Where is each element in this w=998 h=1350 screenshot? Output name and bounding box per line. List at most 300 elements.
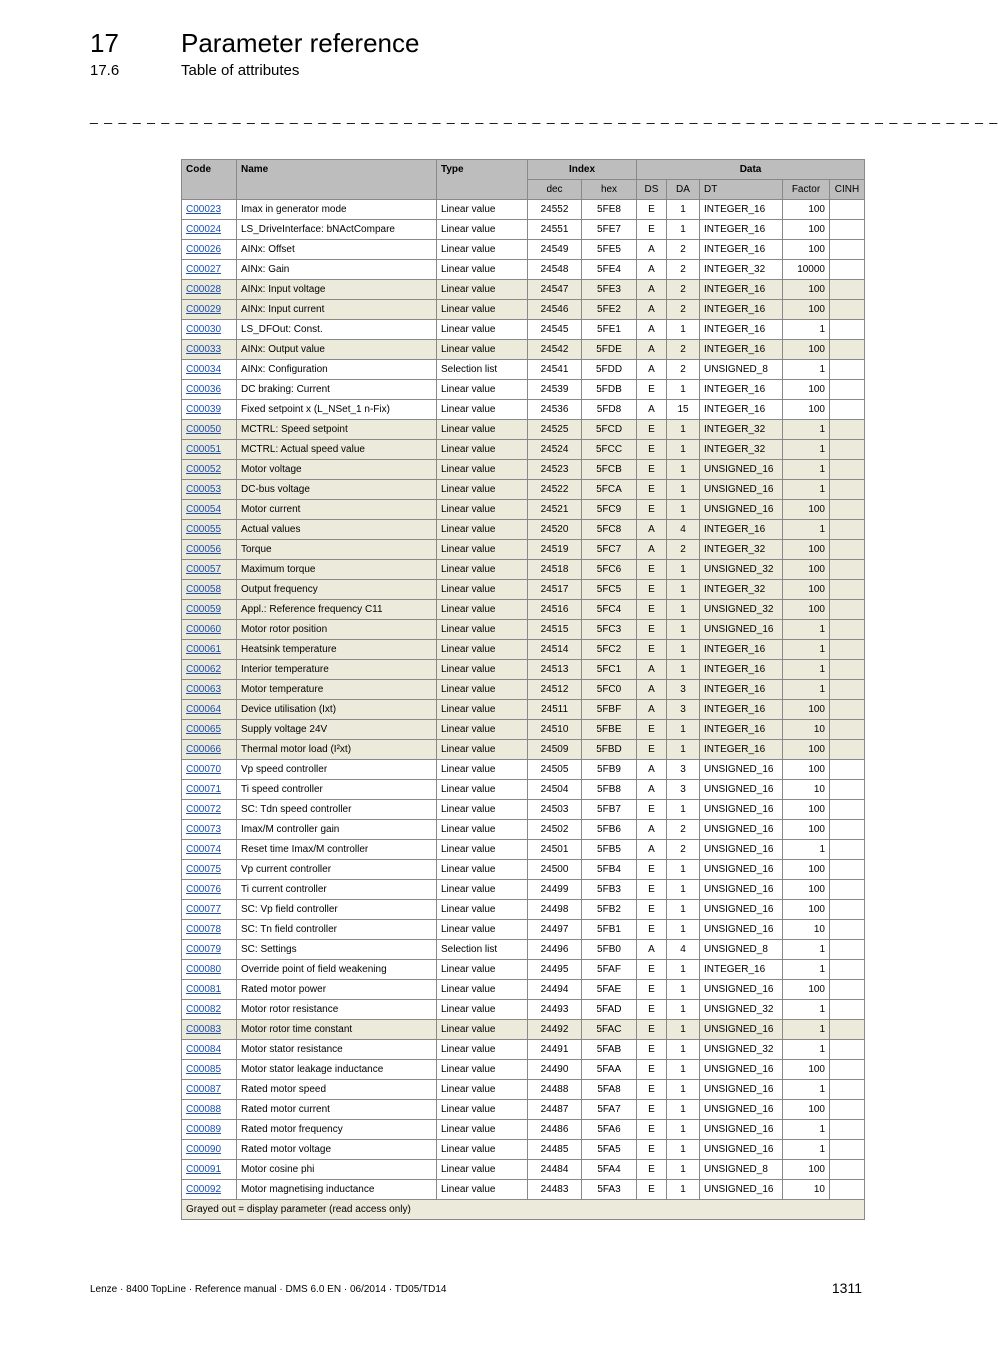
cell-cinh (830, 400, 865, 420)
cell-type: Linear value (437, 1000, 528, 1020)
parameter-code-link[interactable]: C00033 (186, 344, 222, 355)
parameter-code-link[interactable]: C00087 (186, 1084, 222, 1095)
cell-hex: 5FB0 (582, 940, 637, 960)
table-row (182, 300, 865, 320)
cell-dec: 24518 (528, 560, 582, 580)
table-row (182, 1040, 865, 1060)
cell-hex: 5FA6 (582, 1120, 637, 1140)
cell-code (182, 1180, 237, 1200)
cell-factor: 1 (783, 940, 830, 960)
section-title: Table of attributes (181, 62, 300, 79)
cell-da: 2 (667, 240, 700, 260)
cell-factor: 100 (783, 860, 830, 880)
cell-da: 1 (667, 720, 700, 740)
table-row (182, 700, 865, 720)
parameter-code-link[interactable]: C00070 (186, 764, 222, 775)
cell-name: SC: Settings (237, 940, 437, 960)
cell-code (182, 680, 237, 700)
cell-hex: 5FB4 (582, 860, 637, 880)
cell-ds: E (637, 380, 667, 400)
cell-dt: INTEGER_16 (700, 400, 783, 420)
table-row (182, 860, 865, 880)
cell-dt: UNSIGNED_16 (700, 500, 783, 520)
cell-name: Heatsink temperature (237, 640, 437, 660)
parameter-code-link[interactable]: C00039 (186, 404, 222, 415)
cell-dec: 24512 (528, 680, 582, 700)
table-row (182, 200, 865, 220)
cell-dt: UNSIGNED_16 (700, 1080, 783, 1100)
cell-da: 1 (667, 1120, 700, 1140)
table-row (182, 1080, 865, 1100)
cell-dec: 24493 (528, 1000, 582, 1020)
table-row (182, 660, 865, 680)
cell-dec: 24524 (528, 440, 582, 460)
parameter-code-link[interactable]: C00071 (186, 784, 222, 795)
cell-cinh (830, 960, 865, 980)
cell-code (182, 280, 237, 300)
cell-dt: UNSIGNED_16 (700, 1120, 783, 1140)
cell-dt: INTEGER_32 (700, 440, 783, 460)
parameter-code-link[interactable]: C00081 (186, 984, 222, 995)
cell-ds: E (637, 720, 667, 740)
table-row (182, 340, 865, 360)
cell-name: Fixed setpoint x (L_NSet_1 n-Fix) (237, 400, 437, 420)
parameter-code-link[interactable]: C00077 (186, 904, 222, 915)
cell-factor: 1 (783, 660, 830, 680)
cell-type: Linear value (437, 1120, 528, 1140)
cell-da: 3 (667, 700, 700, 720)
cell-da: 1 (667, 420, 700, 440)
table-row (182, 1020, 865, 1040)
parameter-code-link[interactable]: C00026 (186, 244, 222, 255)
cell-da: 2 (667, 820, 700, 840)
parameter-code-link[interactable]: C00034 (186, 364, 222, 375)
cell-factor: 1 (783, 960, 830, 980)
parameter-code-link[interactable]: C00085 (186, 1064, 222, 1075)
cell-type: Linear value (437, 580, 528, 600)
cell-type: Linear value (437, 900, 528, 920)
parameter-code-link[interactable]: C00057 (186, 564, 222, 575)
parameter-code-link[interactable]: C00075 (186, 864, 222, 875)
cell-name: Rated motor frequency (237, 1120, 437, 1140)
cell-name: Motor magnetising inductance (237, 1180, 437, 1200)
cell-type: Linear value (437, 1040, 528, 1060)
cell-cinh (830, 640, 865, 660)
parameter-code-link[interactable]: C00091 (186, 1164, 222, 1175)
cell-code (182, 580, 237, 600)
cell-cinh (830, 620, 865, 640)
cell-code (182, 480, 237, 500)
cell-factor: 100 (783, 400, 830, 420)
cell-dt: INTEGER_16 (700, 200, 783, 220)
cell-dec: 24498 (528, 900, 582, 920)
cell-code (182, 1160, 237, 1180)
cell-name: SC: Tn field controller (237, 920, 437, 940)
cell-factor: 10 (783, 1180, 830, 1200)
cell-type: Linear value (437, 780, 528, 800)
table-row (182, 840, 865, 860)
cell-factor: 100 (783, 900, 830, 920)
cell-da: 15 (667, 400, 700, 420)
header-cinh: CINH (830, 180, 865, 200)
cell-hex: 5FE7 (582, 220, 637, 240)
cell-da: 1 (667, 480, 700, 500)
cell-dt: UNSIGNED_16 (700, 460, 783, 480)
cell-name: LS_DFOut: Const. (237, 320, 437, 340)
cell-ds: E (637, 200, 667, 220)
cell-cinh (830, 1140, 865, 1160)
parameter-code-link[interactable]: C00063 (186, 684, 222, 695)
table-row (182, 440, 865, 460)
cell-ds: E (637, 900, 667, 920)
cell-name: Reset time Imax/M controller (237, 840, 437, 860)
cell-hex: 5FE5 (582, 240, 637, 260)
cell-dt: UNSIGNED_16 (700, 860, 783, 880)
cell-hex: 5FB2 (582, 900, 637, 920)
cell-da: 1 (667, 800, 700, 820)
parameter-code-link[interactable]: C00027 (186, 264, 222, 275)
cell-dec: 24485 (528, 1140, 582, 1160)
cell-da: 1 (667, 600, 700, 620)
cell-code (182, 660, 237, 680)
cell-dt: INTEGER_16 (700, 640, 783, 660)
parameter-code-link[interactable]: C00089 (186, 1124, 222, 1135)
cell-ds: E (637, 740, 667, 760)
cell-ds: E (637, 640, 667, 660)
cell-type: Linear value (437, 700, 528, 720)
cell-dt: INTEGER_16 (700, 720, 783, 740)
cell-cinh (830, 1020, 865, 1040)
cell-name: AINx: Offset (237, 240, 437, 260)
cell-da: 3 (667, 760, 700, 780)
cell-ds: A (637, 940, 667, 960)
parameter-code-link[interactable]: C00083 (186, 1024, 222, 1035)
parameter-code-link[interactable]: C00053 (186, 484, 222, 495)
cell-dt: INTEGER_16 (700, 380, 783, 400)
cell-dec: 24510 (528, 720, 582, 740)
parameter-code-link[interactable]: C00090 (186, 1144, 222, 1155)
cell-hex: 5FBD (582, 740, 637, 760)
cell-dt: INTEGER_16 (700, 240, 783, 260)
cell-da: 2 (667, 540, 700, 560)
cell-ds: A (637, 660, 667, 680)
parameter-code-link[interactable]: C00065 (186, 724, 222, 735)
cell-dt: UNSIGNED_8 (700, 360, 783, 380)
cell-dt: INTEGER_16 (700, 740, 783, 760)
cell-dt: UNSIGNED_16 (700, 620, 783, 640)
cell-type: Linear value (437, 400, 528, 420)
parameter-code-link[interactable]: C00079 (186, 944, 222, 955)
cell-da: 4 (667, 520, 700, 540)
header-data: Data (637, 160, 865, 180)
cell-name: Vp current controller (237, 860, 437, 880)
cell-hex: 5FE2 (582, 300, 637, 320)
cell-hex: 5FAD (582, 1000, 637, 1020)
parameter-code-link[interactable]: C00092 (186, 1184, 222, 1195)
cell-name: DC-bus voltage (237, 480, 437, 500)
parameter-code-link[interactable]: C00036 (186, 384, 222, 395)
cell-dec: 24552 (528, 200, 582, 220)
parameter-code-link[interactable]: C00084 (186, 1044, 222, 1055)
parameter-code-link[interactable]: C00088 (186, 1104, 222, 1115)
cell-dt: UNSIGNED_16 (700, 1060, 783, 1080)
table-row (182, 360, 865, 380)
table-row (182, 520, 865, 540)
parameter-code-link[interactable]: C00072 (186, 804, 222, 815)
table-row (182, 380, 865, 400)
cell-name: Appl.: Reference frequency C11 (237, 600, 437, 620)
cell-ds: A (637, 360, 667, 380)
cell-name: SC: Vp field controller (237, 900, 437, 920)
cell-cinh (830, 540, 865, 560)
cell-dec: 24499 (528, 880, 582, 900)
cell-name: SC: Tdn speed controller (237, 800, 437, 820)
cell-code (182, 720, 237, 740)
cell-cinh (830, 940, 865, 960)
cell-type: Linear value (437, 260, 528, 280)
cell-hex: 5FAA (582, 1060, 637, 1080)
cell-dec: 24514 (528, 640, 582, 660)
table-row (182, 920, 865, 940)
cell-hex: 5FDB (582, 380, 637, 400)
cell-dec: 24483 (528, 1180, 582, 1200)
cell-dt: UNSIGNED_8 (700, 1160, 783, 1180)
cell-da: 3 (667, 780, 700, 800)
cell-hex: 5FAC (582, 1020, 637, 1040)
table-row (182, 420, 865, 440)
cell-hex: 5FC0 (582, 680, 637, 700)
cell-dec: 24519 (528, 540, 582, 560)
cell-hex: 5FA4 (582, 1160, 637, 1180)
cell-hex: 5FBF (582, 700, 637, 720)
cell-dt: UNSIGNED_16 (700, 1020, 783, 1040)
cell-factor: 1 (783, 1040, 830, 1060)
cell-type: Linear value (437, 440, 528, 460)
cell-factor: 100 (783, 760, 830, 780)
cell-code (182, 920, 237, 940)
parameter-code-link[interactable]: C00073 (186, 824, 222, 835)
parameter-code-link[interactable]: C00024 (186, 224, 222, 235)
cell-type: Linear value (437, 920, 528, 940)
cell-cinh (830, 220, 865, 240)
parameter-code-link[interactable]: C00062 (186, 664, 222, 675)
cell-factor: 100 (783, 220, 830, 240)
cell-code (182, 320, 237, 340)
cell-hex: 5FC4 (582, 600, 637, 620)
cell-cinh (830, 1000, 865, 1020)
cell-ds: E (637, 1060, 667, 1080)
cell-dec: 24495 (528, 960, 582, 980)
cell-hex: 5FC8 (582, 520, 637, 540)
parameter-code-link[interactable]: C00050 (186, 424, 222, 435)
cell-type: Selection list (437, 940, 528, 960)
cell-ds: E (637, 1080, 667, 1100)
cell-dec: 24546 (528, 300, 582, 320)
cell-code (182, 960, 237, 980)
cell-ds: E (637, 800, 667, 820)
cell-cinh (830, 840, 865, 860)
table-row (182, 900, 865, 920)
cell-code (182, 420, 237, 440)
cell-hex: 5FDE (582, 340, 637, 360)
cell-type: Linear value (437, 280, 528, 300)
cell-code (182, 540, 237, 560)
cell-dt: INTEGER_32 (700, 540, 783, 560)
parameter-code-link[interactable]: C00074 (186, 844, 222, 855)
cell-da: 2 (667, 360, 700, 380)
cell-cinh (830, 560, 865, 580)
cell-hex: 5FC3 (582, 620, 637, 640)
cell-factor: 1 (783, 460, 830, 480)
parameter-code-link[interactable]: C00080 (186, 964, 222, 975)
cell-da: 1 (667, 1060, 700, 1080)
table-row (182, 620, 865, 640)
cell-dec: 24520 (528, 520, 582, 540)
cell-dt: INTEGER_16 (700, 680, 783, 700)
parameter-code-link[interactable]: C00030 (186, 324, 222, 335)
cell-type: Linear value (437, 1160, 528, 1180)
cell-ds: E (637, 1120, 667, 1140)
cell-dt: UNSIGNED_16 (700, 840, 783, 860)
table-row (182, 980, 865, 1000)
cell-type: Linear value (437, 1080, 528, 1100)
cell-name: AINx: Output value (237, 340, 437, 360)
cell-name: Thermal motor load (I²xt) (237, 740, 437, 760)
cell-name: Device utilisation (Ixt) (237, 700, 437, 720)
table-row (182, 460, 865, 480)
cell-hex: 5FA3 (582, 1180, 637, 1200)
cell-name: Motor rotor position (237, 620, 437, 640)
cell-dec: 24505 (528, 760, 582, 780)
cell-ds: E (637, 980, 667, 1000)
cell-cinh (830, 1100, 865, 1120)
cell-cinh (830, 740, 865, 760)
parameter-code-link[interactable]: C00066 (186, 744, 222, 755)
table-row (182, 760, 865, 780)
cell-type: Linear value (437, 1180, 528, 1200)
cell-factor: 100 (783, 1160, 830, 1180)
cell-type: Linear value (437, 460, 528, 480)
cell-name: Imax in generator mode (237, 200, 437, 220)
cell-dt: UNSIGNED_16 (700, 900, 783, 920)
cell-name: MCTRL: Actual speed value (237, 440, 437, 460)
cell-cinh (830, 240, 865, 260)
cell-ds: E (637, 500, 667, 520)
parameter-code-link[interactable]: C00029 (186, 304, 222, 315)
parameter-code-link[interactable]: C00082 (186, 1004, 222, 1015)
cell-cinh (830, 800, 865, 820)
table-footnote: Grayed out = display parameter (read access only) (182, 1200, 865, 1220)
cell-dt: INTEGER_32 (700, 260, 783, 280)
cell-cinh (830, 720, 865, 740)
parameter-code-link[interactable]: C00054 (186, 504, 222, 515)
cell-dt: UNSIGNED_16 (700, 760, 783, 780)
cell-da: 4 (667, 940, 700, 960)
parameter-code-link[interactable]: C00023 (186, 204, 222, 215)
cell-da: 1 (667, 1180, 700, 1200)
cell-type: Linear value (437, 240, 528, 260)
cell-factor: 100 (783, 200, 830, 220)
cell-dec: 24496 (528, 940, 582, 960)
cell-name: Maximum torque (237, 560, 437, 580)
parameter-code-link[interactable]: C00051 (186, 444, 222, 455)
cell-ds: E (637, 1160, 667, 1180)
cell-code (182, 640, 237, 660)
parameter-code-link[interactable]: C00055 (186, 524, 222, 535)
cell-cinh (830, 1120, 865, 1140)
cell-code (182, 820, 237, 840)
parameter-code-link[interactable]: C00060 (186, 624, 222, 635)
cell-hex: 5FCA (582, 480, 637, 500)
cell-ds: A (637, 400, 667, 420)
parameter-code-link[interactable]: C00064 (186, 704, 222, 715)
cell-dt: UNSIGNED_16 (700, 800, 783, 820)
parameter-code-link[interactable]: C00076 (186, 884, 222, 895)
cell-ds: E (637, 1020, 667, 1040)
cell-cinh (830, 340, 865, 360)
cell-cinh (830, 500, 865, 520)
parameter-code-link[interactable]: C00059 (186, 604, 222, 615)
cell-ds: A (637, 780, 667, 800)
cell-cinh (830, 260, 865, 280)
cell-ds: E (637, 1180, 667, 1200)
cell-hex: 5FC1 (582, 660, 637, 680)
cell-hex: 5FD8 (582, 400, 637, 420)
parameter-code-link[interactable]: C00078 (186, 924, 222, 935)
cell-type: Linear value (437, 520, 528, 540)
table-row (182, 1060, 865, 1080)
cell-cinh (830, 1160, 865, 1180)
cell-type: Linear value (437, 840, 528, 860)
parameter-code-link[interactable]: C00028 (186, 284, 222, 295)
cell-name: Imax/M controller gain (237, 820, 437, 840)
cell-cinh (830, 680, 865, 700)
cell-factor: 100 (783, 740, 830, 760)
cell-hex: 5FA5 (582, 1140, 637, 1160)
cell-dt: INTEGER_16 (700, 340, 783, 360)
cell-ds: A (637, 760, 667, 780)
chapter-number: 17 (90, 28, 119, 58)
cell-factor: 10000 (783, 260, 830, 280)
cell-dt: UNSIGNED_32 (700, 600, 783, 620)
cell-hex: 5FBE (582, 720, 637, 740)
cell-factor: 100 (783, 880, 830, 900)
cell-name: Torque (237, 540, 437, 560)
cell-da: 1 (667, 1020, 700, 1040)
parameter-code-link[interactable]: C00061 (186, 644, 222, 655)
cell-type: Linear value (437, 560, 528, 580)
cell-dt: INTEGER_16 (700, 280, 783, 300)
table-row (182, 800, 865, 820)
header-dec: dec (528, 180, 582, 200)
cell-code (182, 1000, 237, 1020)
cell-type: Linear value (437, 540, 528, 560)
cell-da: 1 (667, 620, 700, 640)
table-row (182, 880, 865, 900)
cell-factor: 1 (783, 680, 830, 700)
cell-code (182, 1060, 237, 1080)
cell-type: Linear value (437, 660, 528, 680)
cell-hex: 5FC7 (582, 540, 637, 560)
cell-hex: 5FC6 (582, 560, 637, 580)
parameter-code-link[interactable]: C00052 (186, 464, 222, 475)
cell-cinh (830, 1040, 865, 1060)
cell-factor: 100 (783, 820, 830, 840)
parameter-code-link[interactable]: C00058 (186, 584, 222, 595)
cell-ds: E (637, 1140, 667, 1160)
cell-dec: 24497 (528, 920, 582, 940)
parameter-code-link[interactable]: C00056 (186, 544, 222, 555)
